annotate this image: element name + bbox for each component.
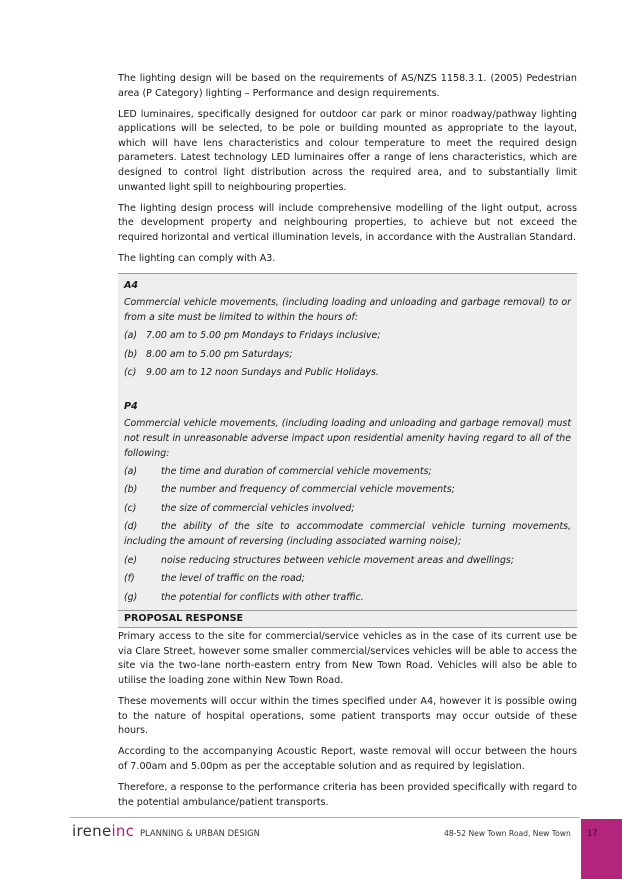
response-paragraph: Primary access to the site for commercial/service vehicles as in the case of its current use be via Clare Street, however some smaller commercial/services vehicles will be able to access the site via the two-lane north-eastern entry from New Town Road. Vehicles will also be able to utilise the loading zone within New Town Road. [118,631,577,686]
p4-item: (b) the number and frequency of commercial vehicle movements; [124,484,455,496]
a4-item: (b) 8.00 am to 5.00 pm Saturdays; [124,348,293,360]
footer-divider [70,817,580,818]
p4-item: (e) noise reducing structures between vehicle movement areas and dwellings; [124,554,514,566]
page-number: 17 [587,828,598,838]
response-paragraph: These movements will occur within the times specified under A4, however it is possible owing to the nature of hospital operations, some patient transports may occur outside of these hours. [118,696,577,737]
paragraph-complies-a3: The lighting can comply with A3. [118,253,276,265]
a4-item: (c) 9.00 am to 12 noon Sundays and Public Holidays. [124,367,379,379]
brand-subtitle: PLANNING & URBAN DESIGN [140,828,260,838]
paragraph-lighting-standard: The lighting design will be based on the requirements of AS/NZS 1158.3.1. (2005) Pedestrian area (P Category) lighting – Performance and design requirements. [118,73,577,99]
p4-item: (f) the level of traffic on the road; [124,573,305,585]
footer-address: 48-52 New Town Road, New Town [444,829,571,838]
p4-heading: P4 [124,400,138,412]
spacer [124,384,571,398]
p4-item: (c) the size of commercial vehicles involved; [124,502,355,514]
brand-logo: ireneinc [72,822,135,840]
a4-item: (a) 7.00 am to 5.00 pm Mondays to Fridays inclusive; [124,330,381,342]
paragraph-led-luminaires: LED luminaires, specifically designed for outdoor car park or minor roadway/pathway lighting applications will be selected, to be pole or building mounted as appropriate to the layout, which will have lens characteristics and colour temperature to meet the required design parameters. Latest technology LED luminaires offer a range of lens characteristics, which are designed to control light distribution across the required area, and to substantially limit unwanted light spill to neighbouring properties. [118,108,577,193]
p4-item: (g) the potential for conflicts with other traffic. [124,591,364,603]
a4-heading: A4 [124,280,139,292]
p4-item: (a) the time and duration of commercial vehicle movements; [124,465,432,477]
response-paragraph: According to the accompanying Acoustic Report, waste removal will occur between the hours of 7.00am and 5.00pm as per the acceptable solution and as required by legislation. [118,746,577,772]
p4-item: (d) the ability of the site to accommodate commercial vehicle turning movements, including the amount of reversing (including associated warning noise); [124,521,571,548]
p4-text: Commercial vehicle movements, (including loading and unloading and garbage removal) must not result in unreasonable adverse impact upon residential amenity having regard to all of the following: [124,417,571,459]
a4-text: Commercial vehicle movements, (including loading and unloading and garbage removal) to or from a site must be limited to within the hours of: [124,297,571,324]
proposal-response-heading: PROPOSAL RESPONSE [118,610,577,628]
criteria-box [118,273,577,610]
page-content [118,72,577,817]
response-paragraph: Therefore, a response to the performance criteria has been provided specifically with regard to the potential ambulance/patient transports. [118,781,577,808]
paragraph-design-process: The lighting design process will include comprehensive modelling of the light output, across the development property and neighbouring properties, to achieve but not exceed the required horizontal and vertical illumination levels, in accordance with the Australian Standard. [118,202,577,243]
